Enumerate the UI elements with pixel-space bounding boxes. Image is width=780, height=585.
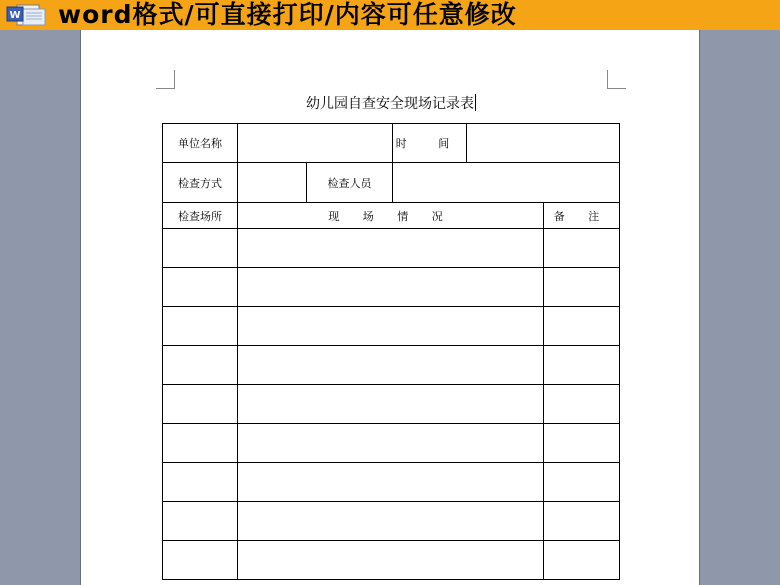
table-row <box>163 424 620 463</box>
workspace-right-margin <box>700 30 780 585</box>
remark-cell[interactable] <box>544 541 620 580</box>
banner-text: word格式/可直接打印/内容可任意修改 <box>58 0 517 29</box>
document-title[interactable]: 幼儿园自查安全现场记录表 <box>306 96 474 112</box>
remark-cell[interactable] <box>544 346 620 385</box>
remark-header: 备 注 <box>544 203 620 229</box>
text-cursor <box>475 94 476 111</box>
margin-corner-top-right <box>607 70 626 89</box>
place-cell[interactable] <box>163 268 238 307</box>
place-header: 检查场所 <box>163 203 238 229</box>
top-banner <box>0 0 780 30</box>
table-row <box>163 346 620 385</box>
check-method-label: 检查方式 <box>163 163 238 203</box>
unit-name-label: 单位名称 <box>163 124 238 163</box>
remark-cell[interactable] <box>544 385 620 424</box>
remark-cell[interactable] <box>544 424 620 463</box>
inspector-cell[interactable] <box>393 163 620 203</box>
time-label: 时 间 <box>393 124 467 163</box>
situation-cell[interactable] <box>238 502 544 541</box>
place-cell[interactable] <box>163 502 238 541</box>
situation-cell[interactable] <box>238 346 544 385</box>
remark-cell[interactable] <box>544 463 620 502</box>
situation-header: 现 场 情 况 <box>238 203 544 229</box>
inspector-label: 检查人员 <box>307 163 393 203</box>
svg-text:W: W <box>9 10 21 21</box>
record-table[interactable] <box>162 123 620 580</box>
place-cell[interactable] <box>163 463 238 502</box>
check-method-cell[interactable] <box>238 163 307 203</box>
place-cell[interactable] <box>163 385 238 424</box>
situation-cell[interactable] <box>238 307 544 346</box>
table-row <box>163 385 620 424</box>
place-cell[interactable] <box>163 541 238 580</box>
table-row <box>163 541 620 580</box>
table-row <box>163 502 620 541</box>
table-row <box>163 229 620 268</box>
remark-cell[interactable] <box>544 307 620 346</box>
place-cell[interactable] <box>163 424 238 463</box>
table-row <box>163 163 620 203</box>
table-header-row <box>163 203 620 229</box>
remark-cell[interactable] <box>544 229 620 268</box>
word-document-icon <box>3 3 51 27</box>
table-row <box>163 268 620 307</box>
remark-cell[interactable] <box>544 502 620 541</box>
unit-name-cell[interactable] <box>238 124 393 163</box>
situation-cell[interactable] <box>238 268 544 307</box>
situation-cell[interactable] <box>238 463 544 502</box>
table-row <box>163 124 620 163</box>
table-row <box>163 307 620 346</box>
remark-cell[interactable] <box>544 268 620 307</box>
table-row <box>163 463 620 502</box>
place-cell[interactable] <box>163 229 238 268</box>
situation-cell[interactable] <box>238 541 544 580</box>
place-cell[interactable] <box>163 346 238 385</box>
situation-cell[interactable] <box>238 424 544 463</box>
situation-cell[interactable] <box>238 385 544 424</box>
place-cell[interactable] <box>163 307 238 346</box>
situation-cell[interactable] <box>238 229 544 268</box>
margin-corner-top-left <box>156 70 175 89</box>
time-cell[interactable] <box>467 124 620 163</box>
